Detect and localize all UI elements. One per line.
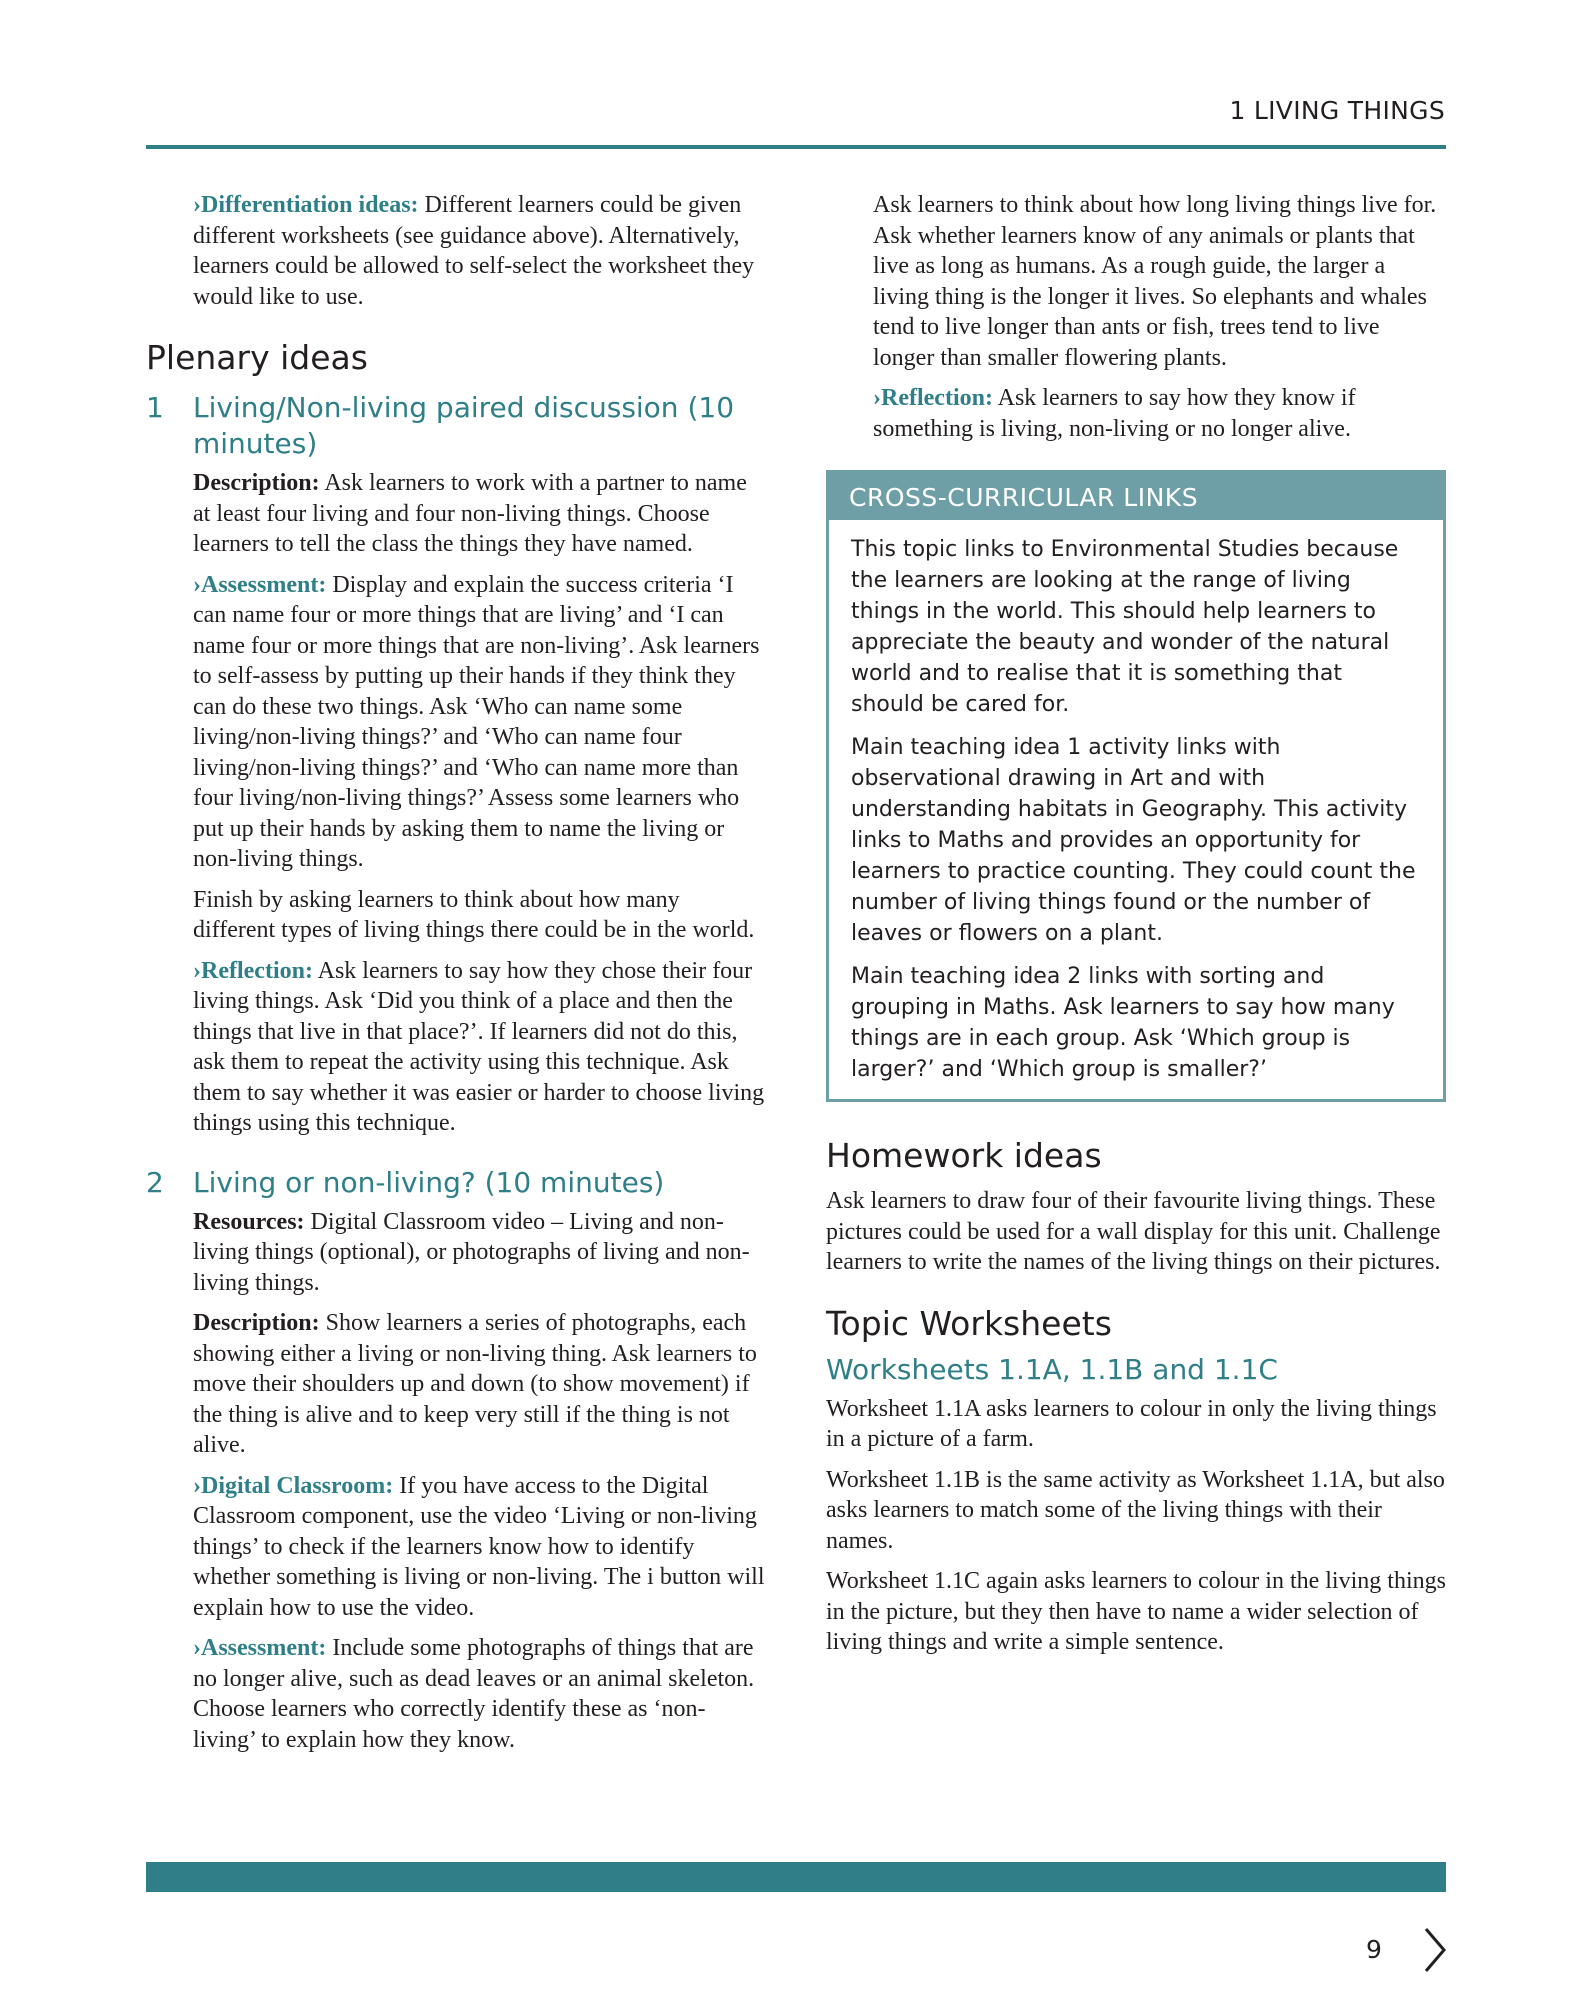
cross-curricular-heading: CROSS-CURRICULAR LINKS: [829, 473, 1443, 520]
item1-assessment: ›Assessment: Display and explain the success criteria ‘I can name four or more things that are living’ and ‘I can name four or more things that are non-living’. Ask learners to self-assess by putting up their hands if they think they can do these two things. Ask ‘Who can name some living/non-living things?’ and ‘Who can name four living/non-living things?’ and ‘Who can name more than four living/non-living things?’ Assess some learners who put up their hands by asking them to name the living or non-living things.: [193, 571, 760, 872]
cross-curricular-box: [826, 470, 1446, 1102]
item1-finish: Finish by asking learners to think about how many different types of living things there could be in the world.: [193, 886, 755, 943]
cross-paragraph: This topic links to Environmental Studies because the learners are looking at the range of living things in the world. This should help learners to appreciate the beauty and wonder of the natural world and to realise that it is something that should be cared for.: [851, 537, 1399, 717]
chevron-right-icon: ›: [873, 385, 881, 411]
item1-reflection: ›Reflection: Ask learners to say how they chose their four living things. Ask ‘Did you think of a place and then the things that live in that place?’. If learners did not do this, ask them to repeat the activity using this technique. Ask them to say whether it was easier or harder to choose living things using this technique.: [193, 957, 765, 1136]
item2-assessment: ›Assessment: Include some photographs of things that are no longer alive, such as dead leaves or an animal skeleton. Choose learners who correctly identify these as ‘non-living’ to explain how they know.: [193, 1635, 755, 1753]
chevron-right-icon: ›: [193, 1635, 201, 1661]
item2-resources: Resources: Digital Classroom video – Living and non-living things (optional), or photographs of living and non-living things.: [193, 1208, 750, 1296]
worksheet-c-paragraph: Worksheet 1.1C again asks learners to colour in the living things in the picture, but they then have to name a wider selection of living things and write a simple sentence.: [826, 1568, 1446, 1655]
footer-bar: [146, 1862, 1446, 1892]
item2-digital-classroom: ›Digital Classroom: If you have access to the Digital Classroom component, use the video ‘Living or non-living things’ to check if the learners know how to identify whether something is living or non-living. The i button will explain how to use the video.: [193, 1472, 765, 1621]
right-column: [826, 190, 1446, 1668]
cross-paragraph: Main teaching idea 1 activity links with observational drawing in Art and with understanding habitats in Geography. This activity links to Maths and provides an opportunity for learners to practice counting. They could count the number of living things found or the number of leaves or flowers on a plant.: [851, 735, 1416, 946]
header-rule: [146, 145, 1446, 149]
lifespan-paragraph: Ask learners to think about how long living things live for. Ask whether learners know of any animals or plants that live as long as humans. As a rough guide, the larger a living thing is the longer it lives. So elephants and whales tend to live longer than ants or fish, trees tend to live longer than smaller flowering plants.: [873, 192, 1437, 371]
worksheet-b-paragraph: Worksheet 1.1B is the same activity as Worksheet 1.1A, but also asks learners to match some of the living things with their names.: [826, 1466, 1445, 1554]
differentiation-ideas: ›Differentiation ideas: Different learners could be given different worksheets (see guidance above). Alternatively, learners could be allowed to self-select the worksheet they would like to use.: [193, 192, 755, 310]
chevron-right-icon: ›: [193, 571, 201, 598]
cross-paragraph: Main teaching idea 2 links with sorting and grouping in Maths. Ask learners to say how many things are in each group. Ask ‘Which group is larger?’ and ‘Which group is smaller?’: [851, 964, 1395, 1082]
topic-worksheets-heading: Topic Worksheets: [826, 1303, 1112, 1343]
worksheets-subheading: Worksheets 1.1A, 1.1B and 1.1C: [826, 1352, 1278, 1386]
next-page-chevron-icon[interactable]: [1420, 1925, 1450, 1975]
plenary-item-2-title: 2 Living or non-living? (10 minutes): [146, 1165, 665, 1199]
cross-curricular-body: [829, 520, 1443, 1099]
homework-paragraph: Ask learners to draw four of their favourite living things. These pictures could be used for a wall display for this unit. Challenge learners to write the names of the living things on their pictures.: [826, 1188, 1441, 1275]
item2-description: Description: Show learners a series of photographs, each showing either a living or non-living thing. Ask learners to move their shoulders up and down (to show movement) if the thing is alive and to keep very still if the thing is not alive.: [193, 1310, 757, 1458]
plenary-item-1-title: 1 Living/Non-living paired discussion (10 minutes): [146, 391, 735, 460]
worksheet-a-paragraph: Worksheet 1.1A asks learners to colour in only the living things in a picture of a farm.: [826, 1395, 1437, 1452]
chevron-right-icon: ›: [193, 957, 201, 984]
chevron-right-icon: ›: [193, 192, 201, 218]
chapter-title: 1 LIVING THINGS: [1229, 96, 1445, 125]
plenary-heading: Plenary ideas: [146, 338, 368, 377]
homework-heading: Homework ideas: [826, 1136, 1102, 1175]
right-reflection: ›Reflection: Ask learners to say how they know if something is living, non-living or no longer alive.: [873, 385, 1356, 442]
page-number: 9: [1366, 1935, 1382, 1964]
item1-description: Description: Ask learners to work with a partner to name at least four living and four non-living things. Choose learners to tell the class the things they have named.: [193, 470, 747, 557]
left-column: [146, 190, 766, 1765]
chevron-right-icon: ›: [193, 1472, 201, 1499]
